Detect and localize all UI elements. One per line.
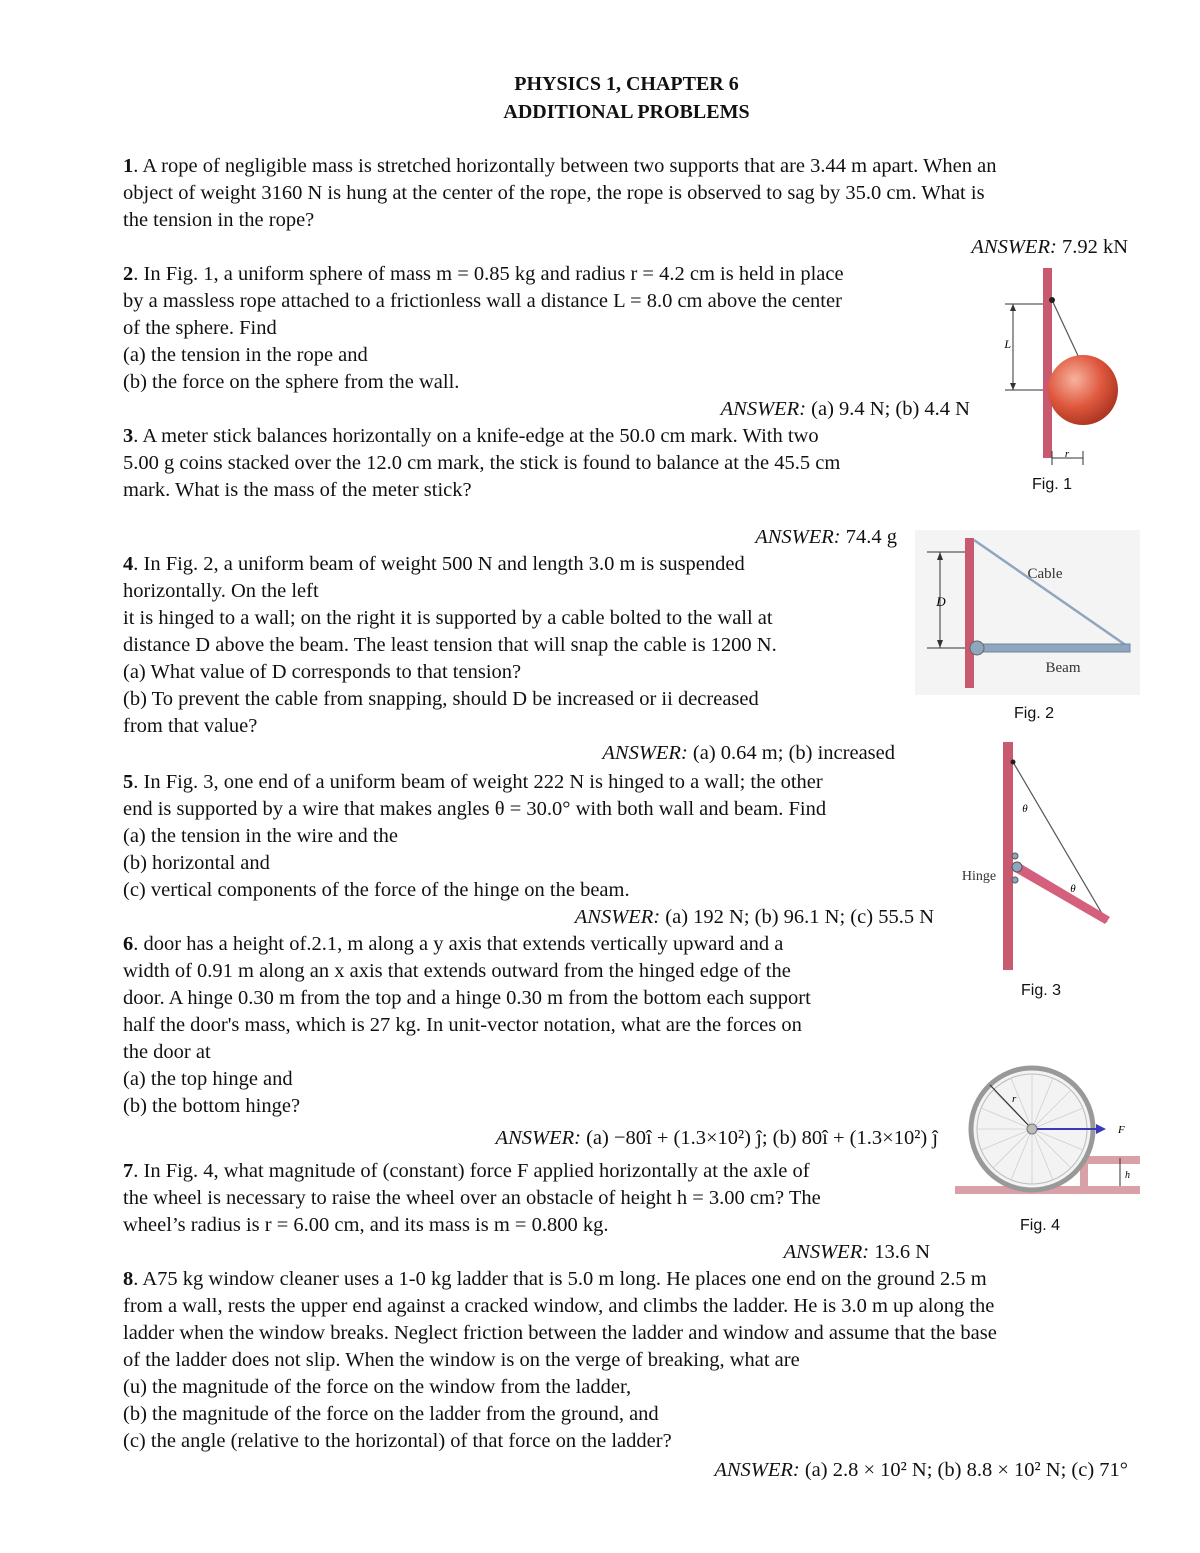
problem-5-line-4: (b) horizontal and	[123, 852, 270, 874]
figure-3-label-hinge: Hinge	[961, 869, 997, 884]
problem-2-line-5: (b) the force on the sphere from the wall.	[123, 371, 460, 393]
figure-2-beam	[975, 644, 1130, 652]
problem-6-line-1: 6. door has a height of.2.1, m along a y axis that extends vertically upward and a	[123, 933, 784, 955]
problem-4-line-6: (b) To prevent the cable from snapping, should D be increased or ii decreased	[123, 688, 759, 710]
figure-1-caption: Fig. 1	[1032, 476, 1073, 493]
figure-1-rope	[1052, 300, 1080, 360]
problem-6-line-6: (a) the top hinge and	[123, 1068, 293, 1090]
problem-4-line-7: from that value?	[123, 715, 258, 737]
problem-2-line-1: 2. In Fig. 1, a uniform sphere of mass m = 0.85 kg and radius r = 4.2 cm is held in place	[123, 263, 844, 285]
figure-4-label-h: h	[1125, 1170, 1130, 1181]
problem-7-answer: ANSWER: 13.6 N	[783, 1241, 930, 1263]
figure-2-wall	[965, 538, 974, 688]
problem-8-line-1: 8. A75 kg window cleaner uses a 1-0 kg ladder that is 5.0 m long. He places one end on the ground 2.5 m	[123, 1268, 987, 1290]
problem-5-line-5: (c) vertical components of the force of the hinge on the beam.	[123, 879, 630, 901]
figure-4-label-F: F	[1118, 1124, 1125, 1136]
problem-1-line-3: the tension in the rope?	[123, 209, 315, 231]
problem-6-line-3: door. A hinge 0.30 m from the top and a hinge 0.30 m from the bottom each support	[123, 987, 811, 1009]
problem-3-line-1: 3. A meter stick balances horizontally on a knife-edge at the 50.0 cm mark. With two	[123, 425, 819, 447]
problem-4-line-1: 4. In Fig. 2, a uniform beam of weight 500 N and length 3.0 m is suspended	[123, 553, 745, 575]
problem-6-line-5: the door at	[123, 1041, 211, 1063]
problem-2-line-3: of the sphere. Find	[123, 317, 277, 339]
problem-2-answer: ANSWER: (a) 9.4 N; (b) 4.4 N	[720, 398, 970, 420]
figure-1	[985, 268, 1125, 493]
problem-1-line-2: object of weight 3160 N is hung at the center of the rope, the rope is observed to sag by 35.0 cm. What is	[123, 182, 985, 204]
problem-7-line-2: the wheel is necessary to raise the wheel over an obstacle of height h = 3.00 cm? The	[123, 1187, 821, 1209]
problem-8-line-7: (c) the angle (relative to the horizontal) of that force on the ladder?	[123, 1430, 672, 1452]
figure-4-diagram	[950, 1062, 1145, 1207]
figure-4-step	[1080, 1156, 1140, 1164]
figure-1-label-L: L	[1004, 337, 1011, 351]
problem-8-line-2: from a wall, rests the upper end against a cracked window, and climbs the ladder. He is 3.0 m up along the	[123, 1295, 995, 1317]
figure-4	[950, 1062, 1145, 1234]
problem-4-line-3: it is hinged to a wall; on the right it is supported by a cable bolted to the wall at	[123, 607, 773, 629]
figure-1-sphere	[1048, 355, 1118, 425]
figure-3	[955, 742, 1125, 999]
problem-3-line-3: mark. What is the mass of the meter stick?	[123, 479, 472, 501]
figure-2-cable	[974, 540, 1127, 646]
figure-3-theta-bottom: θ	[1070, 883, 1076, 895]
problem-1-answer: ANSWER: 7.92 kN	[971, 236, 1128, 258]
problem-6-answer: ANSWER: (a) −80î + (1.3×10²) ĵ; (b) 80î + (1.3×10²) ĵ	[495, 1127, 938, 1149]
figure-2-label-D: D	[936, 594, 946, 609]
figure-2-diagram	[915, 530, 1140, 695]
problem-5-answer: ANSWER: (a) 192 N; (b) 96.1 N; (c) 55.5 N	[574, 906, 934, 928]
problem-3-answer: ANSWER: 74.4 g	[755, 526, 897, 548]
document-subtitle: ADDITIONAL PROBLEMS	[503, 101, 750, 123]
problem-5-line-3: (a) the tension in the wire and the	[123, 825, 398, 847]
problem-2-line-2: by a massless rope attached to a frictionless wall a distance L = 8.0 cm above the center	[123, 290, 842, 312]
figure-2-caption: Fig. 2	[1014, 705, 1055, 722]
figure-1-diagram	[985, 268, 1125, 468]
figure-3-caption: Fig. 3	[1021, 982, 1062, 999]
problem-8-line-5: (u) the magnitude of the force on the window from the ladder,	[123, 1376, 632, 1398]
problem-5-line-1: 5. In Fig. 3, one end of a uniform beam of weight 222 N is hinged to a wall; the other	[123, 771, 823, 793]
figure-2-label-cable: Cable	[1027, 566, 1063, 582]
problem-7-line-1: 7. In Fig. 4, what magnitude of (constant) force F applied horizontally at the axle of	[123, 1160, 810, 1182]
problem-6-line-4: half the door's mass, which is 27 kg. In unit-vector notation, what are the forces on	[123, 1014, 802, 1036]
problem-6-line-7: (b) the bottom hinge?	[123, 1095, 301, 1117]
problem-8-line-4: of the ladder does not slip. When the window is on the verge of breaking, what are	[123, 1349, 800, 1371]
document-title: PHYSICS 1, CHAPTER 6	[514, 73, 739, 95]
problem-1-number: 1	[123, 155, 134, 177]
problem-2-line-4: (a) the tension in the rope and	[123, 344, 368, 366]
problem-8-line-3: ladder when the window breaks. Neglect friction between the ladder and window and assume that the base	[123, 1322, 997, 1344]
problem-7-line-3: wheel’s radius is r = 6.00 cm, and its mass is m = 0.800 kg.	[123, 1214, 609, 1236]
problem-1-line-1: 1. A rope of negligible mass is stretched horizontally between two supports that are 3.44 m apart. When an	[123, 155, 997, 177]
problem-4-line-4: distance D above the beam. The least tension that will snap the cable is 1200 N.	[123, 634, 777, 656]
problem-4-line-5: (a) What value of D corresponds to that tension?	[123, 661, 522, 683]
problem-6-line-2: width of 0.91 m along an x axis that extends outward from the hinged edge of the	[123, 960, 791, 982]
problem-3-line-2: 5.00 g coins stacked over the 12.0 cm mark, the stick is found to balance at the 45.5 cm	[123, 452, 841, 474]
figure-1-label-r: r	[1064, 448, 1070, 460]
problem-8-line-6: (b) the magnitude of the force on the ladder from the ground, and	[123, 1403, 659, 1425]
problem-4-answer: ANSWER: (a) 0.64 m; (b) increased	[602, 742, 895, 764]
figure-4-label-r: r	[1012, 1093, 1017, 1105]
figure-2-label-beam: Beam	[1045, 660, 1081, 676]
problem-4-line-2: horizontally. On the left	[123, 580, 319, 602]
problem-5-line-2: end is supported by a wire that makes angles θ = 30.0° with both wall and beam. Find	[123, 798, 827, 820]
figure-3-theta-top: θ	[1022, 803, 1028, 815]
figure-3-strut	[1015, 864, 1110, 924]
figure-1-wall	[1043, 268, 1052, 458]
figure-3-diagram	[955, 742, 1125, 972]
problem-8-answer: ANSWER: (a) 2.8 × 10² N; (b) 8.8 × 10² N; (c) 71°	[714, 1459, 1128, 1481]
figure-3-hinge-pin	[1012, 862, 1022, 872]
figure-2	[915, 530, 1140, 722]
figure-4-caption: Fig. 4	[1020, 1217, 1061, 1234]
